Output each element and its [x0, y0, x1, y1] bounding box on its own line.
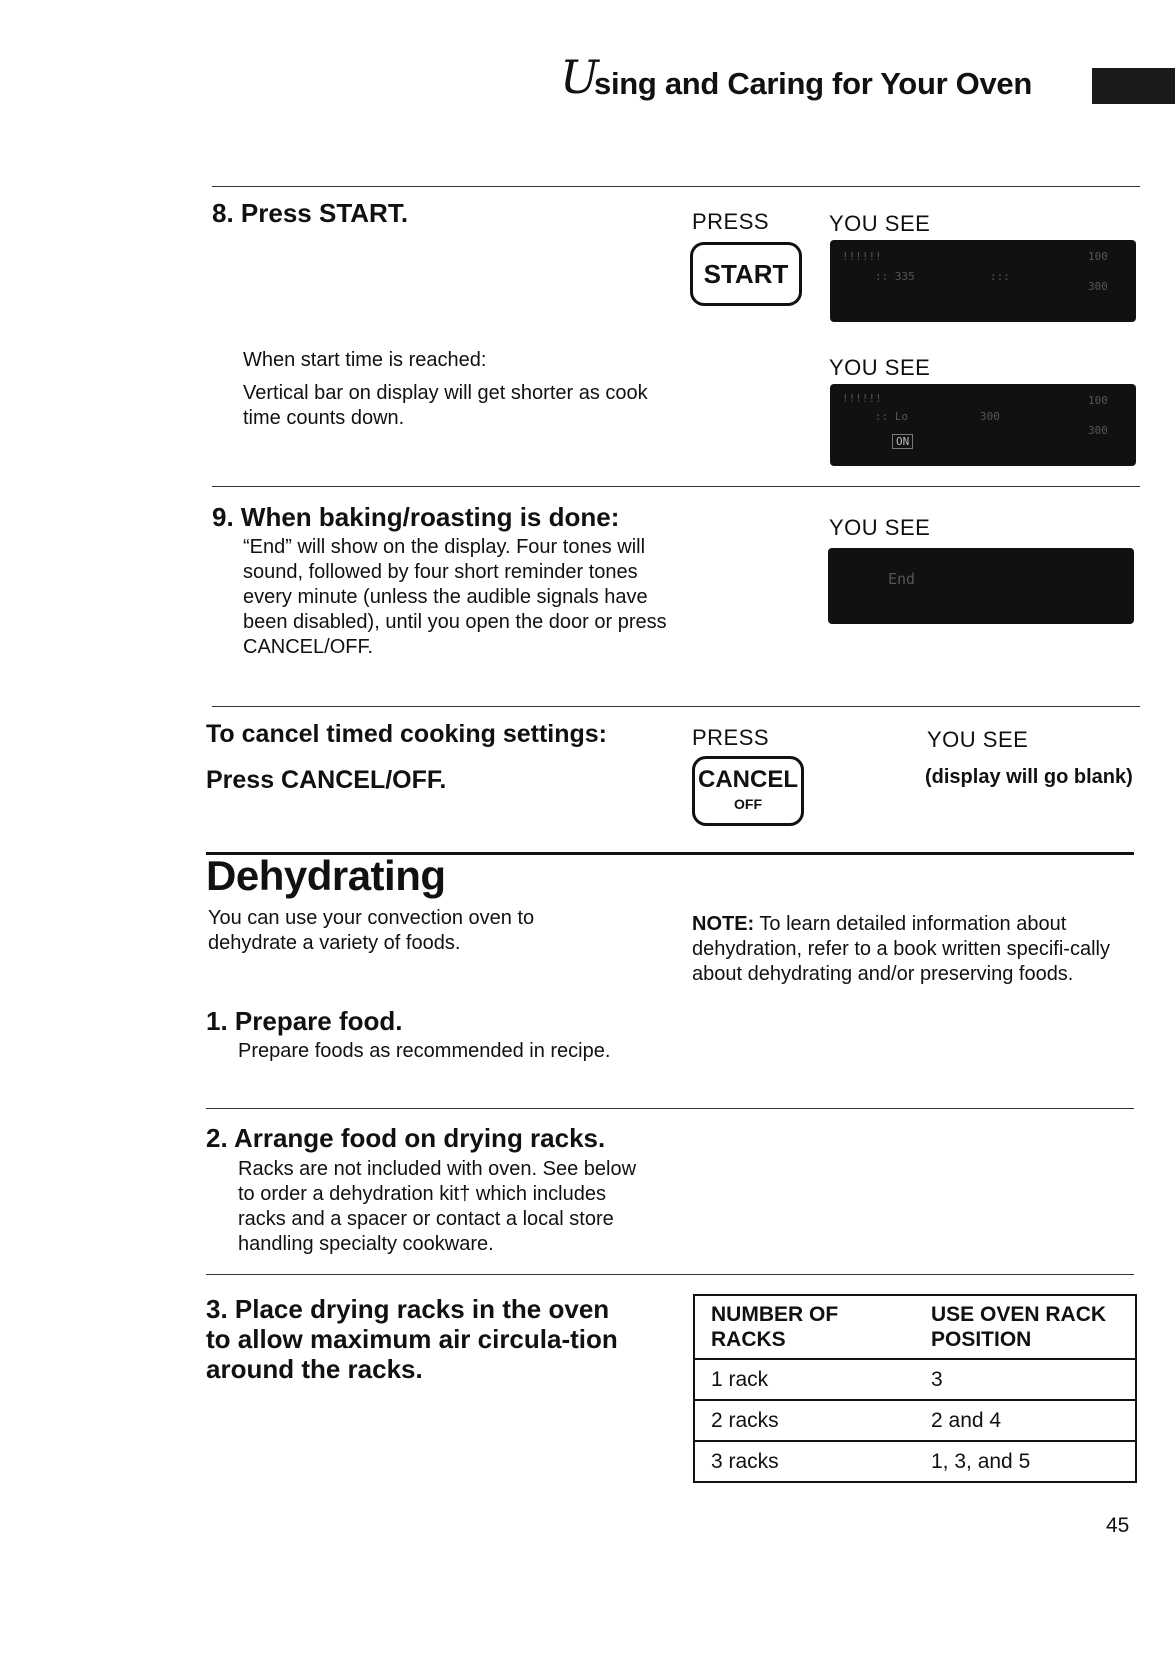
racks-cell: 3 racks	[695, 1441, 915, 1481]
dehydrate-step-1-text: Prepare foods as recommended in recipe.	[238, 1040, 611, 1062]
lcd-end-text: End	[888, 570, 916, 588]
divider	[212, 706, 1140, 707]
lcd-display-running: !!!!!! :: 335 ::: 100 300	[830, 240, 1136, 322]
dehydrate-step-2-text: Racks are not included with oven. See below to order a dehydration kit† which includes racks and a spacer or contact a local store handling specialty cookware.	[238, 1158, 637, 1255]
position-cell: 1, 3, and 5	[915, 1441, 1135, 1481]
cancel-button-label: CANCEL	[698, 766, 798, 793]
lcd-display-end	[828, 548, 1134, 624]
column-header-position: USE OVEN RACK POSITION	[931, 1303, 1107, 1351]
step-9-title: 9. When baking/roasting is done:	[212, 502, 620, 532]
page-header	[560, 50, 1120, 110]
header-script-letter: U	[560, 50, 599, 104]
page-number: 45	[1106, 1514, 1130, 1537]
start-reached-text: Vertical bar on display will get shorter as cook time counts down.	[243, 382, 648, 429]
display-blank-result: (display will go blank)	[925, 766, 1133, 788]
divider	[212, 486, 1140, 487]
table-row	[695, 1359, 1135, 1400]
page-title: sing and Caring for Your Oven	[594, 66, 1032, 101]
dehydrate-step-2-title: 2. Arrange food on drying racks.	[206, 1123, 606, 1153]
note-label: NOTE:	[692, 913, 755, 935]
racks-cell: 2 racks	[695, 1400, 915, 1441]
divider	[212, 186, 1140, 187]
divider	[206, 1274, 1134, 1275]
header-decoration-icon	[1092, 68, 1175, 104]
you-see-label: YOU SEE	[829, 355, 931, 380]
lcd-on-indicator: ON	[892, 434, 913, 449]
table-row	[695, 1400, 1135, 1441]
start-button-label: START	[703, 259, 789, 289]
press-label: PRESS	[692, 725, 770, 750]
you-see-label: YOU SEE	[927, 727, 1029, 752]
press-label: PRESS	[692, 209, 770, 234]
cancel-off-button	[692, 756, 804, 826]
step-8-title: 8. Press START.	[212, 198, 409, 228]
dehydrating-intro: You can use your convection oven to dehydrate a variety of foods.	[208, 907, 535, 954]
off-button-label: OFF	[734, 796, 762, 812]
note-text: To learn detailed information about dehydration, refer to a book written specifi-cally about dehydrating and/or preserving foods.	[692, 913, 1110, 985]
dehydrating-note	[692, 912, 1122, 987]
section-title: Dehydrating	[206, 852, 446, 899]
start-reached-heading: When start time is reached:	[243, 349, 487, 371]
column-header-racks: NUMBER OF RACKS	[711, 1303, 839, 1351]
rack-position-table	[693, 1294, 1137, 1483]
you-see-label: YOU SEE	[829, 515, 931, 540]
table-row	[695, 1441, 1135, 1481]
position-cell: 2 and 4	[915, 1400, 1135, 1441]
lcd-display-countdown: !!!!!! :: Lo 300 100 300 ON	[830, 384, 1136, 466]
divider	[206, 1108, 1134, 1109]
cancel-heading: To cancel timed cooking settings:	[206, 720, 607, 748]
dehydrate-step-1-title: 1. Prepare food.	[206, 1006, 403, 1036]
dehydrate-step-3-title: 3. Place drying racks in the oven to allow maximum air circula-tion around the racks.	[206, 1294, 618, 1384]
start-button	[690, 242, 802, 306]
cancel-instruction: Press CANCEL/OFF.	[206, 766, 447, 794]
step-9-text: “End” will show on the display. Four tones will sound, followed by four short reminder tones every minute (unless the audible signals have been disabled), until you open the door or press CANCEL/OFF.	[243, 536, 667, 658]
you-see-label: YOU SEE	[829, 211, 931, 236]
racks-cell: 1 rack	[695, 1359, 915, 1400]
position-cell: 3	[915, 1359, 1135, 1400]
table-header-row	[695, 1296, 1135, 1359]
